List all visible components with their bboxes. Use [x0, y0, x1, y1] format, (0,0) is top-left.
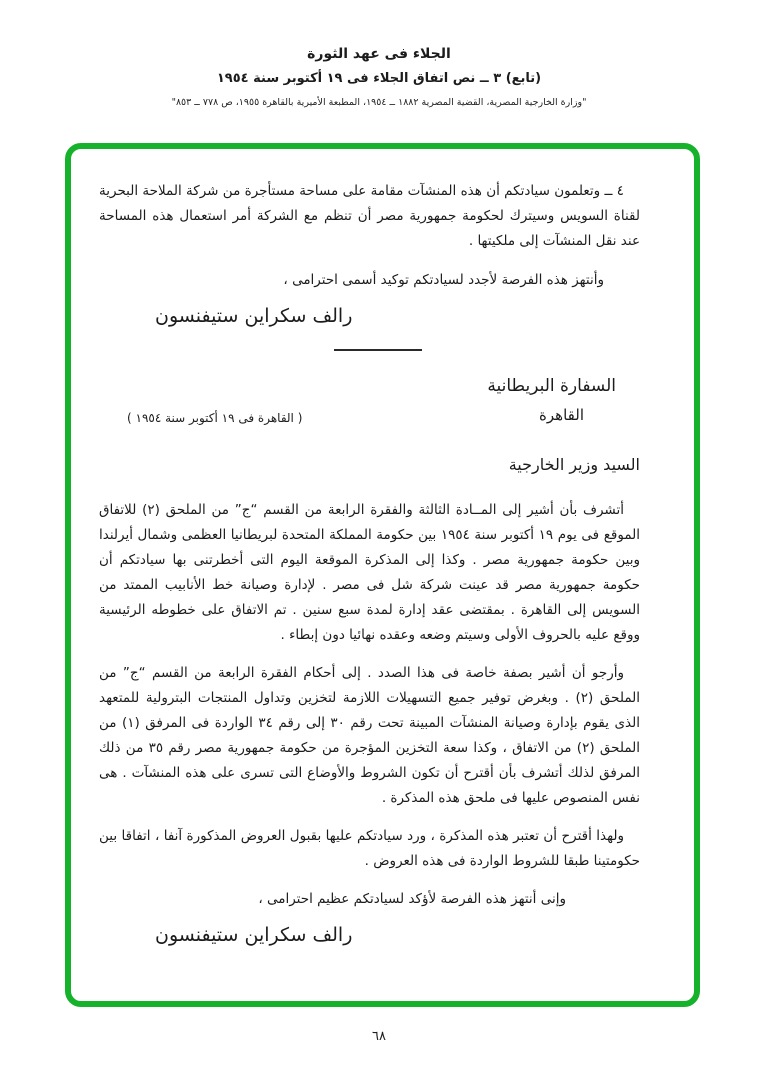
letter1-closing: وأنتهز هذه الفرصة لأجدد لسيادتكم توكيد أسمى احترامى ، [283, 272, 604, 288]
page-header [0, 0, 758, 108]
green-highlight-frame [65, 143, 700, 1007]
city-date-row [99, 402, 640, 428]
letter2-signature: رالف سكراين ستيفنسون [155, 924, 353, 946]
city-name: القاهرة [539, 406, 584, 424]
letter-body [71, 149, 694, 950]
page-title: الجلاء فى عهد الثورة [307, 46, 451, 62]
salutation: السيد وزير الخارجية [508, 455, 640, 474]
dateline: ( القاهرة فى ١٩ أكتوبر سنة ١٩٥٤ ) [127, 411, 303, 425]
letter2-paragraph-1: أتشرف بأن أشير إلى المــادة الثالثة والفقرة الرابعة من القسم “ج” من الملحق (٢) للاتفاق الموقع فى يوم ١٩ أكتوبر سنة ١٩٥٤ بين حكومة المملكة المتحدة لبريطانيا العظمى وشمال أيرلندا وبين حكومة جمهورية مصر . وكذا إلى المذكرة الموقعة اليوم التى أخطرتنى بها سيادتكم أن حكومة جمهورية مصر قد عينت شركة شل فى مصر . لإدارة وصيانة خط الأنابيب الممتد من السويس إلى القاهرة . بمقتضى عقد إدارة لمدة سبع سنين . تم الاتفاق على خطوطه الرئيسية ووقع عليه بالحروف الأولى وسيتم وضعه وعقده نهائيا دون إبطاء . [99, 502, 640, 643]
letter2-paragraph-3: ولهذا أقترح أن تعتبر هذه المذكرة ، ورد سيادتكم عليها بقبول العروض المذكورة آنفا ، اتفاقا بين حكومتينا طبقا للشروط الواردة فى هذه العروض . [99, 828, 640, 869]
page-number: ٦٨ [372, 1029, 386, 1044]
embassy-name: السفارة البريطانية [487, 376, 616, 396]
letter1-paragraph: ٤ ــ وتعلمون سيادتكم أن هذه المنشآت مقامة على مساحة مستأجرة من شركة الملاحة البحرية لقناة السويس وسيترك لحكومة جمهورية مصر أن تنظم مع الشركة أمر استعمال هذه المساحة عند نقل المنشآت إلى ملكيتها . [99, 183, 640, 249]
section-divider [334, 349, 422, 351]
page-subtitle: (تابع) ٣ ــ نص اتفاق الجلاء فى ١٩ أكتوبر سنة ١٩٥٤ [216, 71, 542, 86]
letter1-signature: رالف سكراين ستيفنسون [155, 305, 353, 327]
letter2-paragraph-2: وأرجو أن أشير بصفة خاصة فى هذا الصدد . إلى أحكام الفقرة الرابعة من القسم “ج” من الملحق (٢) . وبغرض توفير جميع التسهيلات اللازمة لتخزين وتداول المنتجات البترولية للمتعهد الذى يقوم بإدارة وصيانة المنشآت المبينة تحت رقم ٣٠ إلى رقم ٣٤ الواردة فى المرفق (١) من الملحق (٢) من الاتفاق ، وكذا سعة التخزين المؤجرة من حكومة جمهورية مصر رقم ٣٥ من ذلك المرفق لذلك أتشرف بأن أقترح أن تكون الشروط والأوضاع التى تسرى على هذه المنشآت . هى نفس المنصوص عليها فى ملحق هذه المذكرة . [99, 665, 640, 806]
source-citation: "وزارة الخارجية المصرية، القضية المصرية ١٨٨٢ ــ ١٩٥٤، المطبعة الأميرية بالقاهرة ١٩٥٥، ص ٧٧٨ ــ ٨٥٣" [171, 97, 587, 108]
letter2-closing: وإنى أنتهز هذه الفرصة لأؤكد لسيادتكم عظيم احترامى ، [258, 891, 566, 907]
